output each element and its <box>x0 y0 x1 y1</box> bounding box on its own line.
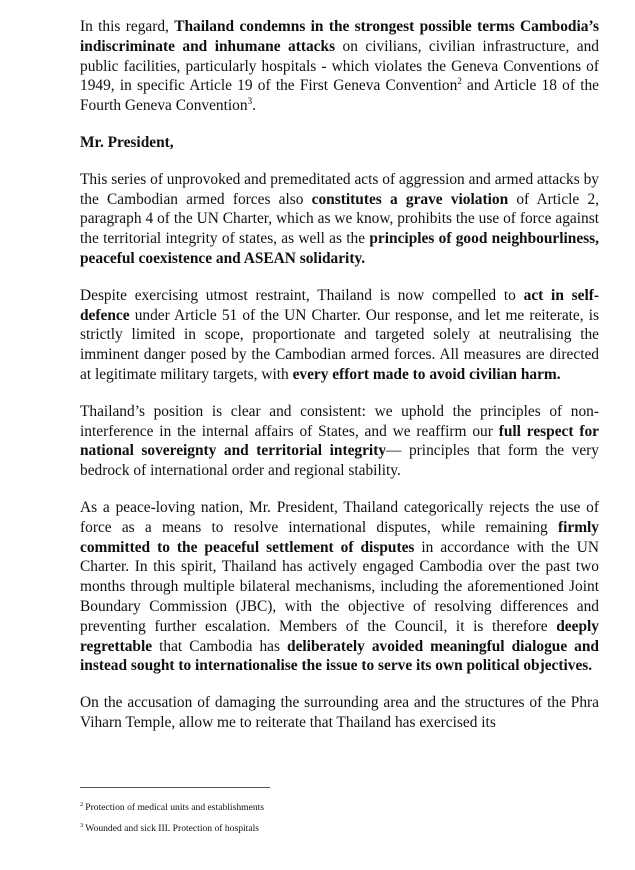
paragraph-peace <box>80 498 599 676</box>
paragraph-self-defence <box>80 286 599 385</box>
footnote-text: Protection of medical units and establishments <box>85 802 265 813</box>
bold-run: deeply regrettable <box>80 617 599 655</box>
text-run: Despite exercising utmost restraint, Thailand is now compelled to <box>80 286 524 304</box>
footnote-ref-2: 2 <box>457 76 462 87</box>
paragraph-temple <box>80 693 599 733</box>
text-run: of Article 2, paragraph 4 of the UN Charter, which as we know, prohibits the use of force against the territorial integrity of states, as well as the <box>80 190 600 248</box>
footnote-separator <box>80 787 270 788</box>
paragraph-aggression <box>80 170 599 269</box>
text-run: and Article 18 of the Fourth Geneva Convention <box>80 77 599 115</box>
text-run: — principles that form the very bedrock of international order and regional stability. <box>80 442 600 480</box>
text-run: that Cambodia has <box>152 637 288 655</box>
text-run: In this regard, <box>80 18 175 35</box>
bold-run: Thailand condemns in the strongest possible terms Cambodia’s indiscriminate and inhumane attacks <box>80 18 599 55</box>
bold-run: full respect for national sovereignty and territorial integrity <box>80 422 599 460</box>
bold-run: deliberately avoided meaningful dialogue and instead sought to internationalise the issue to serve its own political objectives. <box>80 637 599 675</box>
bold-run: firmly committed to the peaceful settlement of disputes <box>80 518 599 556</box>
footnote-3 <box>80 823 600 835</box>
bold-run: principles of good neighbourliness, peaceful coexistence and ASEAN solidarity. <box>80 230 599 267</box>
footnote-2 <box>80 802 600 814</box>
footnote-mark: 2 <box>80 800 84 808</box>
salutation-heading: Mr. President, <box>80 133 174 151</box>
footnotes <box>80 802 600 844</box>
footnote-text: Wounded and sick III. Protection of hospitals <box>85 823 259 834</box>
bold-run: every effort made to avoid civilian harm. <box>292 365 561 383</box>
body-text <box>80 17 599 750</box>
paragraph-condemnation <box>80 17 599 116</box>
text-run: This series of unprovoked and premeditated acts of aggression and armed attacks by the Cambodian armed forces also <box>80 170 599 208</box>
text-run: on civilians, civilian infrastructure, and public facilities, particularly hospitals - which violates the Geneva Conventions of 1949, in specific Article 19 of the First Geneva Convention <box>80 37 599 95</box>
text-run: in accordance with the UN Charter. In this spirit, Thailand has actively engaged Cambodia over the past two months through multiple bilateral mechanisms, including the aforementioned Joint Boundary Commission (JBC), with the objective of resolving differences and preventing further escalation. Members of the Council, it is therefore <box>80 538 599 635</box>
text-run: under Article 51 of the UN Charter. Our response, and let me reiterate, is strictly limited in scope, proportionate and targeted solely at neutralising the imminent danger posed by the Cambodian armed forces. All measures are directed at legitimate military targets, with <box>80 306 599 383</box>
text-run: Thailand’s position is clear and consistent: we uphold the principles of non-interference in the internal affairs of States, and we reaffirm our <box>80 402 599 440</box>
footnote-ref-3: 3 <box>247 96 253 107</box>
text-run: On the accusation of damaging the surrounding area and the structures of the Phra Viharn Temple, allow me to reiterate that Thailand has exercised its <box>80 694 599 731</box>
footnote-mark: 3 <box>80 821 84 829</box>
text-run: . <box>252 97 256 115</box>
paragraph-position <box>80 402 599 481</box>
bold-run: act in self-defence <box>80 286 599 324</box>
text-run: As a peace-loving nation, Mr. President, Thailand categorically rejects the use of force as a means to resolve international disputes, while remaining <box>80 498 599 536</box>
bold-run: constitutes a grave violation <box>311 190 509 208</box>
